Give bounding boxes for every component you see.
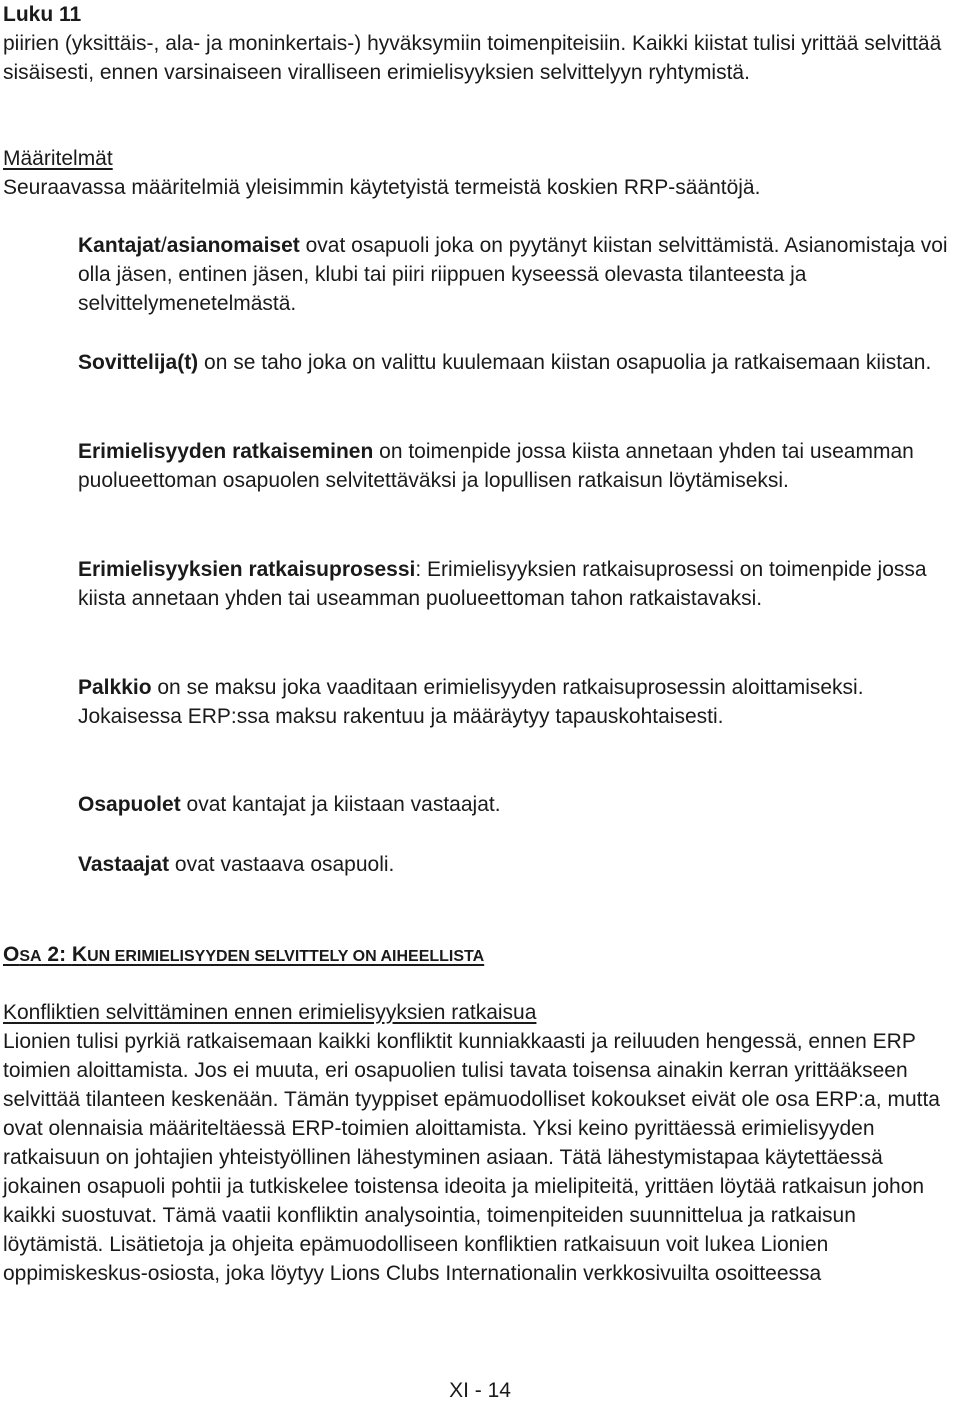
intro-paragraph: piirien (yksittäis-, ala- ja moninkertais-) hyväksymiin toimenpiteisiin. Kaikki kiistat tulisi yrittää selvittää sisäisesti, ennen varsinaiseen viralliseen erimielisyyksien selvittelyyn ryhtymistä. — [3, 32, 942, 84]
definition-text: on toimenpide jossa kiista annetaan yhden tai useamman puolueettoman osapuolen selvitettäväksi ja lopullisen ratkaisun löytämiseksi. — [78, 440, 914, 492]
definition-ratkaisuprosessi — [78, 555, 948, 613]
definition-term: Palkkio — [78, 676, 152, 699]
definition-term: Kantajat — [78, 234, 161, 257]
definition-erimielisyyden-ratkaiseminen — [78, 437, 948, 495]
definition-text: on se maksu joka vaaditaan erimielisyyden ratkaisuprosessin aloittamiseksi. Jokaisessa ERP:ssa maksu rakentuu ja määräytyy tapauskohtaisesti. — [78, 676, 864, 728]
definition-term: Osapuolet — [78, 793, 181, 816]
conflict-heading: Konfliktien selvittäminen ennen erimielisyyksien ratkaisua — [3, 1001, 537, 1024]
section-heading — [3, 940, 958, 971]
definition-separator: / — [160, 234, 167, 257]
definition-term: Vastaajat — [78, 853, 170, 876]
definition-sovittelija — [78, 348, 948, 377]
page-number: XI - 14 — [449, 1379, 511, 1402]
definitions-heading: Määritelmät — [3, 147, 113, 170]
section-heading-part: UN ERIMIELISYYDEN SELVITTELY ON AIHEELLISTA — [87, 948, 485, 965]
definition-palkkio — [78, 673, 948, 731]
definition-text: ovat vastaava osapuoli. — [169, 853, 395, 876]
definitions-lead: Seuraavassa määritelmiä yleisimmin käytetyistä termeistä koskien RRP-sääntöjä. — [3, 176, 761, 199]
definition-kantajat — [78, 231, 948, 318]
definition-osapuolet — [78, 790, 948, 819]
chapter-heading: Luku 11 — [3, 3, 82, 26]
section-heading-part: SA — [19, 948, 42, 965]
definition-text: : Erimielisyyksien ratkaisuprosessi on toimenpide jossa kiista annetaan yhden tai useamman puolueettoman tahon ratkaistavaksi. — [78, 558, 927, 610]
conflict-paragraph: Lionien tulisi pyrkiä ratkaisemaan kaikki konfliktit kunniakkaasti ja reiluuden hengessä, ennen ERP toimien aloittamista. Jos ei muuta, eri osapuolien tulisi tavata toisensa ainakin kerran yrittääkseen selvittää tilanteen keskenään. Tämän tyyppiset epämuodolliset kokoukset eivät ole osa ERP:a, mutta ovat olennaisia määriteltäessä ERP-toimien aloittamista. Yksi keino pyrittäessä erimielisyyden ratkaisuun on johtajien yhteistyöllinen lähestyminen asiaan. Tätä lähestymistapaa käytettäessä jokainen osapuoli pohtii ja tutkiskelee toistensa ideoita ja mielipiteitä, yrittäen löytää ratkaisun johon kaikki suostuvat. Tämä vaatii konfliktin analysointia, toimenpiteiden suunnittelua ja ratkaisun löytämistä. Lisätietoja ja ohjeita epämuodolliseen konfliktien ratkaisuun voit lukea Lionien oppimiskeskus-osiosta, joka löytyy Lions Clubs Internationalin verkkosivuilta osoitteessa — [3, 1030, 940, 1285]
definition-term: asianomaiset — [166, 234, 300, 257]
definition-text: ovat osapuoli joka on pyytänyt kiistan selvittämistä. Asianomistaja voi olla jäsen, entinen jäsen, klubi tai piiri riippuen kyseessä olevasta tilanteesta ja selvittelymenetelmästä. — [78, 234, 948, 315]
definition-vastaajat — [78, 850, 948, 879]
definition-term: Erimielisyyksien ratkaisuprosessi — [78, 558, 416, 581]
definition-text: on se taho joka on valittu kuulemaan kiistan osapuolia ja ratkaisemaan kiistan. — [198, 351, 932, 374]
section-heading-part: 2: — [41, 943, 72, 966]
section-heading-part: K — [71, 943, 88, 966]
definition-term: Sovittelija(t) — [78, 351, 199, 374]
definition-term: Erimielisyyden ratkaiseminen — [78, 440, 374, 463]
section-heading-part: O — [3, 943, 20, 966]
definition-text: ovat kantajat ja kiistaan vastaajat. — [180, 793, 501, 816]
